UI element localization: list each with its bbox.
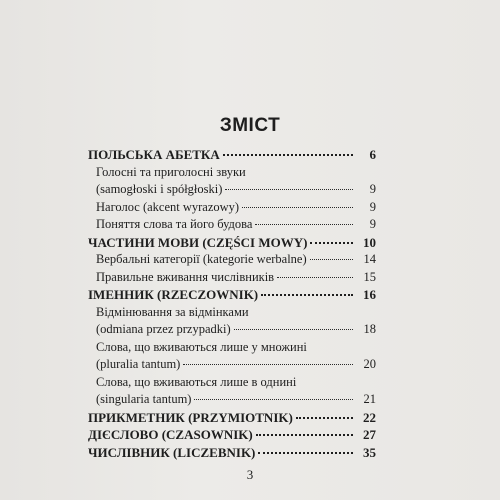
toc-entry-text: ІМЕННИК (RZECZOWNIK)	[88, 287, 259, 302]
toc-entry-text-line: Відмінювання за відмінками	[96, 304, 249, 319]
toc-chapter	[88, 286, 376, 304]
dot-leader	[223, 154, 353, 156]
dot-leader	[296, 417, 353, 419]
toc-entry-text: (samogłoski i spółgłoski)	[96, 182, 223, 196]
toc-entry-text: ЧАСТИНИ МОВИ (CZĘŚCI MOWY)	[88, 234, 308, 250]
toc-page-number: 18	[363, 322, 376, 336]
dot-leader	[183, 364, 353, 365]
toc-chapter	[88, 426, 376, 444]
table-of-contents	[88, 146, 376, 461]
dot-leader	[310, 242, 353, 244]
dot-leader	[225, 189, 353, 190]
toc-page-number: 9	[369, 182, 376, 196]
toc-section	[88, 339, 376, 374]
dot-leader	[255, 224, 353, 225]
toc-entry-text: ПОЛЬСЬКА АБЕТКА	[88, 147, 220, 162]
toc-section	[88, 164, 376, 199]
toc-page-number: 14	[363, 252, 376, 266]
dot-leader	[194, 399, 353, 400]
toc-page-number: 35	[363, 444, 376, 460]
toc-entry-text: Наголос (akcent wyrazowy)	[96, 199, 240, 214]
toc-page-number: 9	[369, 199, 376, 214]
dot-leader	[242, 207, 353, 208]
toc-chapter	[88, 146, 376, 164]
toc-chapter	[88, 234, 376, 252]
toc-page-number: 20	[363, 357, 376, 371]
toc-entry-text: Вербальні категорії (kategorie werbalne)	[96, 252, 307, 266]
page-number: 3	[246, 467, 254, 482]
toc-page-number: 22	[363, 409, 376, 425]
dot-leader	[261, 294, 353, 296]
toc-entry-text: Правильне вживання числівників	[96, 269, 275, 284]
toc-entry-text-line: Слова, що вживаються лише у множині	[96, 339, 307, 354]
toc-entry-text: (singularia tantum)	[96, 392, 192, 406]
toc-section	[88, 304, 376, 339]
toc-section	[88, 216, 376, 234]
toc-entry-text: (odmiana przez przypadki)	[96, 322, 231, 336]
dot-leader	[277, 277, 353, 278]
toc-page-number: 9	[369, 217, 376, 231]
toc-page-number: 6	[369, 147, 376, 162]
toc-entry-text-line: Слова, що вживаються лише в однині	[96, 374, 297, 389]
dot-leader	[234, 329, 353, 330]
toc-section	[88, 374, 376, 409]
toc-page-number: 27	[363, 427, 376, 442]
toc-entry-text-line: Голосні та приголосні звуки	[96, 164, 246, 179]
dot-leader	[256, 434, 353, 436]
toc-page-number: 10	[363, 234, 376, 250]
page-title: ЗМІСТ	[219, 115, 281, 136]
toc-page-number: 16	[363, 287, 376, 302]
toc-section	[88, 251, 376, 269]
toc-entry-text: ЧИСЛІВНИК (LICZEBNIK)	[88, 444, 256, 460]
toc-chapter	[88, 444, 376, 462]
toc-page-number: 15	[363, 269, 376, 284]
toc-page-number: 21	[363, 392, 376, 406]
toc-entry-text: ДІЄСЛОВО (CZASOWNIK)	[88, 427, 253, 442]
dot-leader	[258, 452, 353, 454]
toc-entry-text: ПРИКМЕТНИК (PRZYMIOTNIK)	[88, 409, 293, 425]
toc-entry-text: (pluralia tantum)	[96, 357, 181, 371]
toc-entry-text: Поняття слова та його будова	[96, 217, 253, 231]
toc-section	[88, 269, 376, 287]
toc-section	[88, 199, 376, 217]
dot-leader	[310, 259, 353, 260]
toc-chapter	[88, 409, 376, 427]
